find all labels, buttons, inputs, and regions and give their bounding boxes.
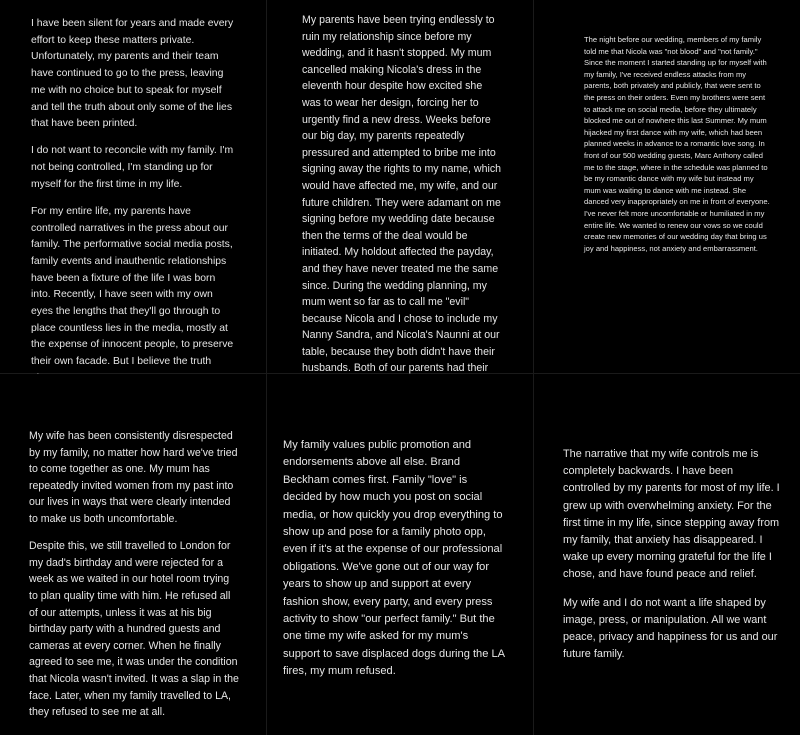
panel-1-paragraph-3: For my entire life, my parents have controlled narratives in the press about our family. The performative social media posts, family events and inauthentic relationships have been a fixture of the life I was born into. Recently, I have seen with my own eyes the lengths that they'll go through to place countless lies in the media, mostly at the expense of innocent people, to preserve their own facade. But I believe the truth — [31, 205, 234, 368]
panel-6-paragraph-1: The narrative that my wife controls me is completely backwards. I have been controlled by my parents for most of my life. I grew up with overwhelming anxiety. For the first time in my life, since stepping away from my family, that anxiety has disappeared. I wake up every morning grateful for the life I chose, and have found peace and relief. — [563, 448, 780, 581]
statement-panel-5 — [267, 374, 533, 735]
panel-1-paragraph-1: I have been silent for years and made every effort to keep these matters private. Unfortunately, my parents and their team have continued to go to the press, leaving me with no choice but to speak for myself and tell the truth about only some of the lies that have been printed. — [31, 18, 234, 130]
statement-panel-4 — [0, 374, 266, 735]
panel-2-paragraph-1: My parents have been trying endlessly to ruin my relationship since before my wedding, and it hasn't stopped. My mum cancelled making Nicola's dress in the eleventh hour despite how excited she was to wear her design, forcing her to urgently find a new dress. Weeks before our big day, my parents repeatedly pressured and attempted to bribe me into signing away the rights to my name, which would have affected me, my wife, and our future children. They were adamant on me signing before my wedding date because then the terms of the deal would be initiated. My holdout affected the payday, and they have never treated me the same since. During the wedding planning, my mum went so far as to call me "evil" because Nicola and I chose to include my Nanny Sandra, and Nicola's Naunni at our table, because they both didn't have their husbands. Both of our parents had their — [302, 14, 502, 375]
statement-panel-6 — [534, 374, 800, 735]
panel-4-paragraph-2: Despite this, we still travelled to London for my dad's birthday and were rejected for a week as we waited in our hotel room trying to plan quality time with him. He refused all of our attempts, unless it was at his big birthday party with a hundred guests and cameras at every corner. When he finally agreed to see me, it was under the condition that Nicola wasn't invited. It was a slap in the face. Later, when my family travelled to LA, they refused to see me at all. — [29, 540, 239, 719]
panel-3-paragraph-1: The night before our wedding, members of my family told me that Nicola was "not blood" and "not family." Since the moment I started standing up for myself with my family, I've received endless attacks from my parents, both privately and publicly, that were sent to the press on their orders. Even my brothers were sent to attack me on social media, before they ultimately blocked me out of nowhere this last Summer. My mum hijacked my first dance with my wife, which had been planned weeks in advance to a romantic love song. In front of our 500 wedding guests, Marc Anthony called me to the stage, where in the schedule was planned to be my romantic dance with my wife but instead my mum was waiting to dance with me instead. She danced very inappropriately on me in front of everyone. I've never felt more uncomfortable or humiliated in my entire life. We wanted to renew our vows so we could create new memories of our wedding day that bring us joy and happiness, not anxiety and embarrassment. — [584, 35, 770, 253]
panel-6-paragraph-2: My wife and I do not want a life shaped by image, press, or manipulation. All we want peace, privacy and happiness for us and our future family. — [563, 596, 778, 661]
panel-5-paragraph-1: My family values public promotion and endorsements above all else. Brand Beckham comes first. Family "love" is decided by how much you post on social media, or how quickly you drop everything to show up and pose for a family photo opp, even if it's at the expense of our professional obligations. We've gone out of our way for years to show up and support at every fashion show, every party, and every press activity to show "our perfect family." But the one time my wife asked for my mum's support to save displaced dogs during the LA fires, my mum refused. — [283, 439, 505, 678]
panel-4-paragraph-1: My wife has been consistently disrespected by my family, no matter how hard we've tried to come together as one. My mum has repeatedly invited women from my past into our lives in ways that were clearly intended to make us both uncomfortable. — [29, 430, 238, 525]
statement-panel-1 — [0, 0, 266, 373]
statement-panel-2 — [267, 0, 533, 373]
statement-panel-3 — [534, 0, 800, 373]
panel-1-paragraph-2: I do not want to reconcile with my family. I'm not being controlled, I'm standing up for myself for the first time in my life. — [31, 145, 234, 190]
